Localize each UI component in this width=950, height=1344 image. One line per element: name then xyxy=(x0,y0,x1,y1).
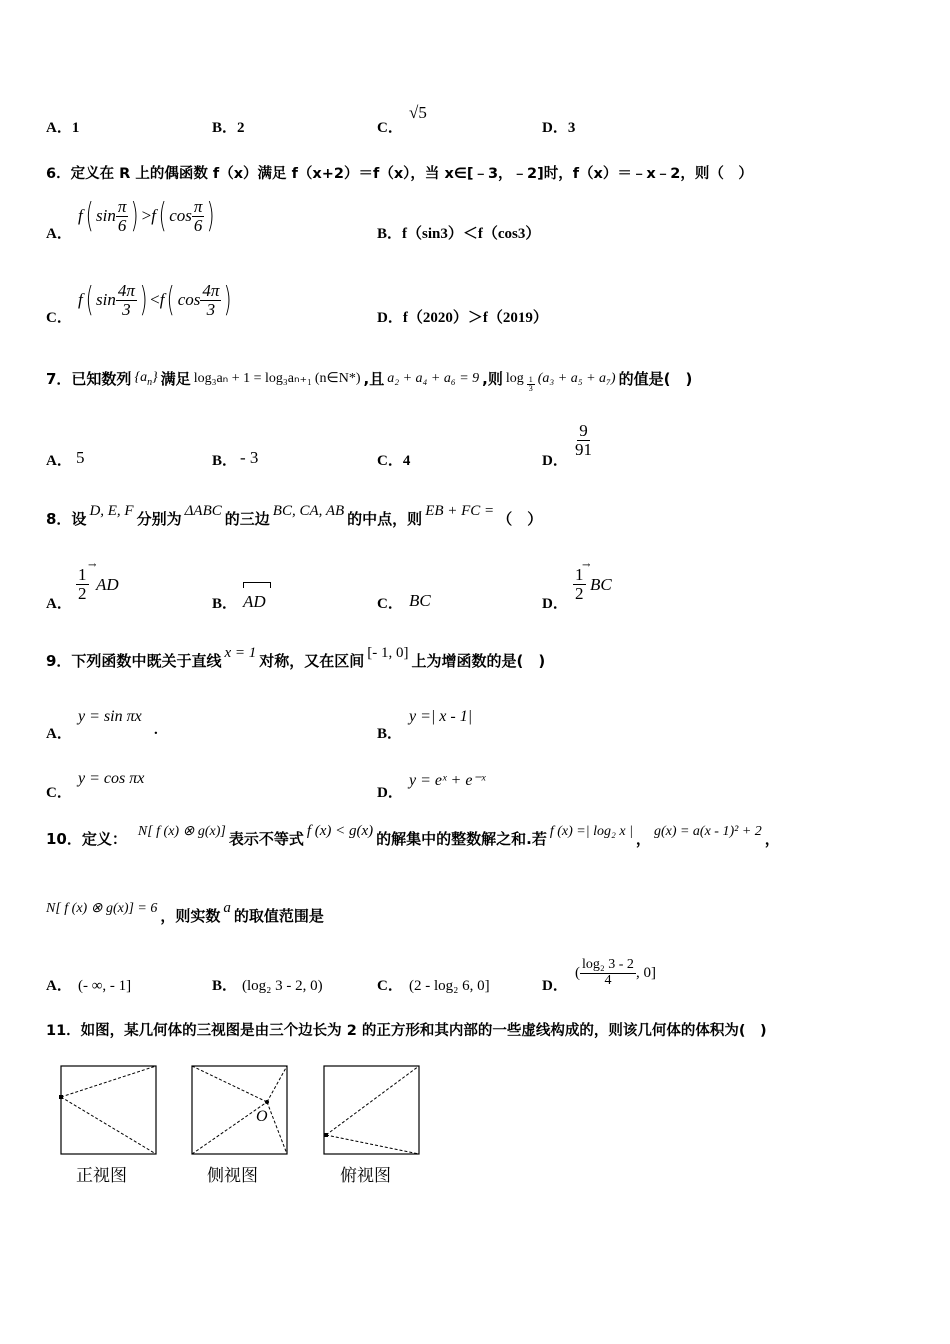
front-view-dashed-line xyxy=(61,1097,156,1154)
q5-option-a: A．1 xyxy=(46,120,80,136)
front-view-dashed-line xyxy=(61,1066,156,1097)
q10-stem-line1 xyxy=(46,823,780,849)
q9-line: x = 1 xyxy=(224,645,257,661)
side-view-label-o: O xyxy=(256,1108,268,1125)
q8-triangle: ΔABC xyxy=(184,503,222,519)
vector-arrow-icon: → xyxy=(582,560,591,571)
cos-func: cos xyxy=(169,206,192,225)
fraction-numerator: 1 xyxy=(575,565,584,584)
fraction-pi-6 xyxy=(116,198,129,235)
q7-cond: 满足 xyxy=(160,370,191,389)
q8-mid3: 的中点，则 xyxy=(347,510,423,528)
three-view-figures xyxy=(55,1062,435,1162)
q10-option-a-value: (- ∞, - 1] xyxy=(78,978,132,994)
q7-option-d-fraction xyxy=(573,422,594,459)
top-view-point xyxy=(324,1133,328,1137)
q10-a: a xyxy=(223,900,231,916)
f-symbol: f xyxy=(78,206,83,225)
paren-open: ( xyxy=(575,964,580,981)
q10-comma2: ， xyxy=(764,830,780,848)
q10-mid1: 表示不等式 xyxy=(228,830,304,848)
side-view-dashed-line xyxy=(192,1066,267,1102)
paren-open: ( xyxy=(85,280,94,320)
fraction-numerator: 1 xyxy=(78,565,87,584)
q10-f-def: f (x) =| log₂ x | xyxy=(549,823,633,839)
q10-lead: 10．定义： xyxy=(46,830,127,848)
q10-option-d-value xyxy=(575,958,656,988)
top-view-dashed-line xyxy=(326,1135,419,1154)
fraction-denominator: 6 xyxy=(193,215,203,235)
q10-mid2: 的解集中的整数解之和.若 xyxy=(376,830,547,848)
top-view-figure xyxy=(324,1066,419,1154)
q8-mid2: 的三边 xyxy=(224,510,270,528)
q8-option-b-label: B． xyxy=(212,596,238,612)
front-view-square xyxy=(61,1066,156,1154)
q8-option-a-fraction xyxy=(76,566,89,603)
gt-symbol: > xyxy=(141,206,152,225)
paren-open: ( xyxy=(158,196,167,236)
front-view-point xyxy=(59,1095,63,1099)
q7-and: ,且 xyxy=(363,370,385,389)
f-symbol: f xyxy=(78,290,83,309)
paren-close: ) xyxy=(131,196,139,236)
front-view-figure xyxy=(59,1066,156,1154)
side-view-figure xyxy=(192,1066,287,1154)
q6-option-c-expr xyxy=(78,280,235,320)
q10-line2-expr: N[ f (x) ⊗ g(x)] = 6 xyxy=(46,901,158,916)
q8-option-d-fraction xyxy=(573,566,586,603)
fraction-denominator: 6 xyxy=(117,215,127,235)
q7-option-a-label: A． xyxy=(46,453,72,469)
q6-option-b: B．f（sin3）＜f（cos3） xyxy=(377,226,541,242)
side-view-dashed-line xyxy=(267,1066,287,1102)
fraction-denominator: 91 xyxy=(575,439,592,459)
side-view-dashed-line xyxy=(267,1102,287,1154)
q10-g-def: g(x) = a(x - 1)² + 2 xyxy=(653,823,762,839)
q6-option-c-label: C． xyxy=(46,310,72,326)
q8-option-a-label: A． xyxy=(46,596,72,612)
q10-option-b-value: (log₂ 3 - 2, 0) xyxy=(242,978,323,994)
q5-option-b: B．2 xyxy=(212,120,245,136)
q6-stem: 6．定义在 R 上的偶函数 f（x）满足 f（x+2）＝f（x），当 x∈[﹣3，﹣2]时，f（x）＝﹣x﹣2，则（ ） xyxy=(46,166,753,182)
fraction-numerator: π xyxy=(193,196,203,216)
q11-stem: 11．如图，某几何体的三视图是由三个边长为 2 的正方形和其内部的一些虚线构成的，则该几何体的体积为( ) xyxy=(46,1023,767,1039)
q9-option-d-value: y = eˣ + e⁻ˣ xyxy=(409,772,486,789)
q9-lead: 9．下列函数中既关于直线 xyxy=(46,652,222,670)
cos-func: cos xyxy=(177,290,201,309)
f-symbol: f xyxy=(159,290,165,309)
q9-option-a-dot: . xyxy=(154,722,158,738)
q9-stem xyxy=(46,645,546,671)
vector-bracket-icon xyxy=(243,582,271,588)
q8-option-d-vector: BC xyxy=(590,575,612,594)
front-view-caption: 正视图 xyxy=(76,1166,127,1186)
q10-N-expr: N[ f (x) ⊗ g(x)] xyxy=(137,824,226,839)
fraction-4pi-3 xyxy=(200,282,221,319)
seq-subscript: n xyxy=(147,376,153,388)
fraction-denominator: 3 xyxy=(206,299,216,319)
q7-option-c: C．4 xyxy=(377,453,411,469)
seq-letter: a xyxy=(140,369,148,385)
q8-option-a-vector: AD xyxy=(96,575,119,594)
q7-then: ,则 xyxy=(482,370,503,389)
fraction-denominator: 2 xyxy=(575,583,584,603)
paren-close: ) xyxy=(139,280,148,320)
q6-option-a-expr xyxy=(78,196,218,236)
q9-mid: 对称，又在区间 xyxy=(259,652,365,670)
q10-comma: ， xyxy=(635,830,651,848)
q7-log-base xyxy=(527,376,535,394)
q9-option-b-label: B． xyxy=(377,726,403,742)
q5-option-d: D．3 xyxy=(542,120,576,136)
q10-line2-end: 的取值范围是 xyxy=(233,907,324,925)
q6-option-a-label: A． xyxy=(46,226,72,242)
q9-option-c-value: y = cos πx xyxy=(78,770,145,787)
q7-seq: $\{a_n\}$ xyxy=(134,369,158,388)
q7-domain: (n∈N*) xyxy=(314,371,361,387)
fraction-4pi-3 xyxy=(116,282,137,319)
paren-open: ( xyxy=(85,196,94,236)
q8-ask: （ ） xyxy=(497,510,543,528)
q8-option-c-vector: BC xyxy=(409,591,431,610)
q8-lead: 8．设 xyxy=(46,510,87,528)
q9-option-a-label: A． xyxy=(46,726,72,742)
fraction-numerator: 4π xyxy=(202,280,220,300)
q10-option-c-value: (2 - log₂ 6, 0] xyxy=(409,978,490,994)
q10-option-a-label: A． xyxy=(46,978,72,994)
q10-ineq: f (x) < g(x) xyxy=(306,823,374,839)
q9-option-c-label: C． xyxy=(46,785,72,801)
q8-stem xyxy=(46,503,543,529)
top-view-dashed-line xyxy=(326,1066,419,1135)
side-view-caption: 侧视图 xyxy=(207,1166,258,1186)
q8-option-c-label: C． xyxy=(377,596,403,612)
fraction-denominator: 3 xyxy=(122,299,131,319)
paren-open: ( xyxy=(167,280,176,320)
side-view-point xyxy=(265,1100,269,1104)
q7-eq2: a₂ + a₄ + a₆ = 9 xyxy=(387,370,480,386)
q8-expr: EB + FC = xyxy=(425,503,495,519)
q10-option-d-fraction xyxy=(580,958,636,988)
q8-points: D, E, F xyxy=(89,503,134,519)
fraction-numerator: 9 xyxy=(579,421,588,440)
fraction-numerator: π xyxy=(117,196,127,216)
fraction-denominator: 2 xyxy=(78,583,87,603)
fraction-denominator: 4 xyxy=(604,972,612,988)
q5-option-c-value: √5 xyxy=(409,103,427,122)
q7-option-b-label: B． xyxy=(212,453,238,469)
q7-lead: 7．已知数列 xyxy=(46,370,132,389)
q10-stem-line2 xyxy=(46,900,324,926)
sin-func: sin xyxy=(96,290,116,309)
q7-eq1: log₃aₙ + 1 = log₃aₙ₊₁ xyxy=(193,371,312,387)
q10-option-d-label: D． xyxy=(542,978,568,994)
q8-option-b-vector: AD xyxy=(243,592,266,611)
fraction-numerator: 4π xyxy=(117,280,135,300)
q10-option-c-label: C． xyxy=(377,978,403,994)
fraction-numerator: log₂ 3 - 2 xyxy=(582,957,634,972)
q8-option-d-label: D． xyxy=(542,596,568,612)
top-view-square xyxy=(324,1066,419,1154)
q9-ask: 上为增函数的是( ) xyxy=(411,652,546,670)
q7-log-arg: (a₃ + a₅ + a₇) xyxy=(537,370,616,386)
fraction-denominator: 3 xyxy=(528,384,533,394)
f-symbol: f xyxy=(151,206,156,225)
q6-option-d: D．f（2020）＞f（2019） xyxy=(377,310,548,326)
q8-mid1: 分别为 xyxy=(136,510,182,528)
sin-func: sin xyxy=(96,206,116,225)
vector-arrow-icon: → xyxy=(88,560,97,571)
q9-interval: [- 1, 0] xyxy=(367,645,409,661)
q7-option-a-value: 5 xyxy=(76,448,85,467)
q7-log: log xyxy=(505,370,524,386)
fraction-numerator: 1 xyxy=(528,375,533,384)
top-view-caption: 俯视图 xyxy=(340,1166,391,1186)
q9-option-d-label: D． xyxy=(377,785,403,801)
q7-ask: 的值是( ) xyxy=(618,370,693,389)
q10-line2-text: ，则实数 xyxy=(160,907,221,925)
q9-option-b-value: y =| x - 1| xyxy=(409,708,473,725)
fraction-pi-6 xyxy=(192,198,205,235)
q10-option-b-label: B． xyxy=(212,978,238,994)
paren-close: , 0] xyxy=(635,964,656,981)
paren-close: ) xyxy=(224,280,233,320)
lt-symbol: < xyxy=(150,290,160,309)
q7-stem xyxy=(46,364,692,394)
q9-option-a-value: y = sin πx xyxy=(78,708,142,725)
q8-sides: BC, CA, AB xyxy=(272,503,345,519)
q7-option-b-value: - 3 xyxy=(240,448,259,467)
q7-option-d-label: D． xyxy=(542,453,568,469)
q5-option-c-label: C． xyxy=(377,120,403,136)
side-view-square xyxy=(192,1066,287,1154)
paren-close: ) xyxy=(207,196,216,236)
